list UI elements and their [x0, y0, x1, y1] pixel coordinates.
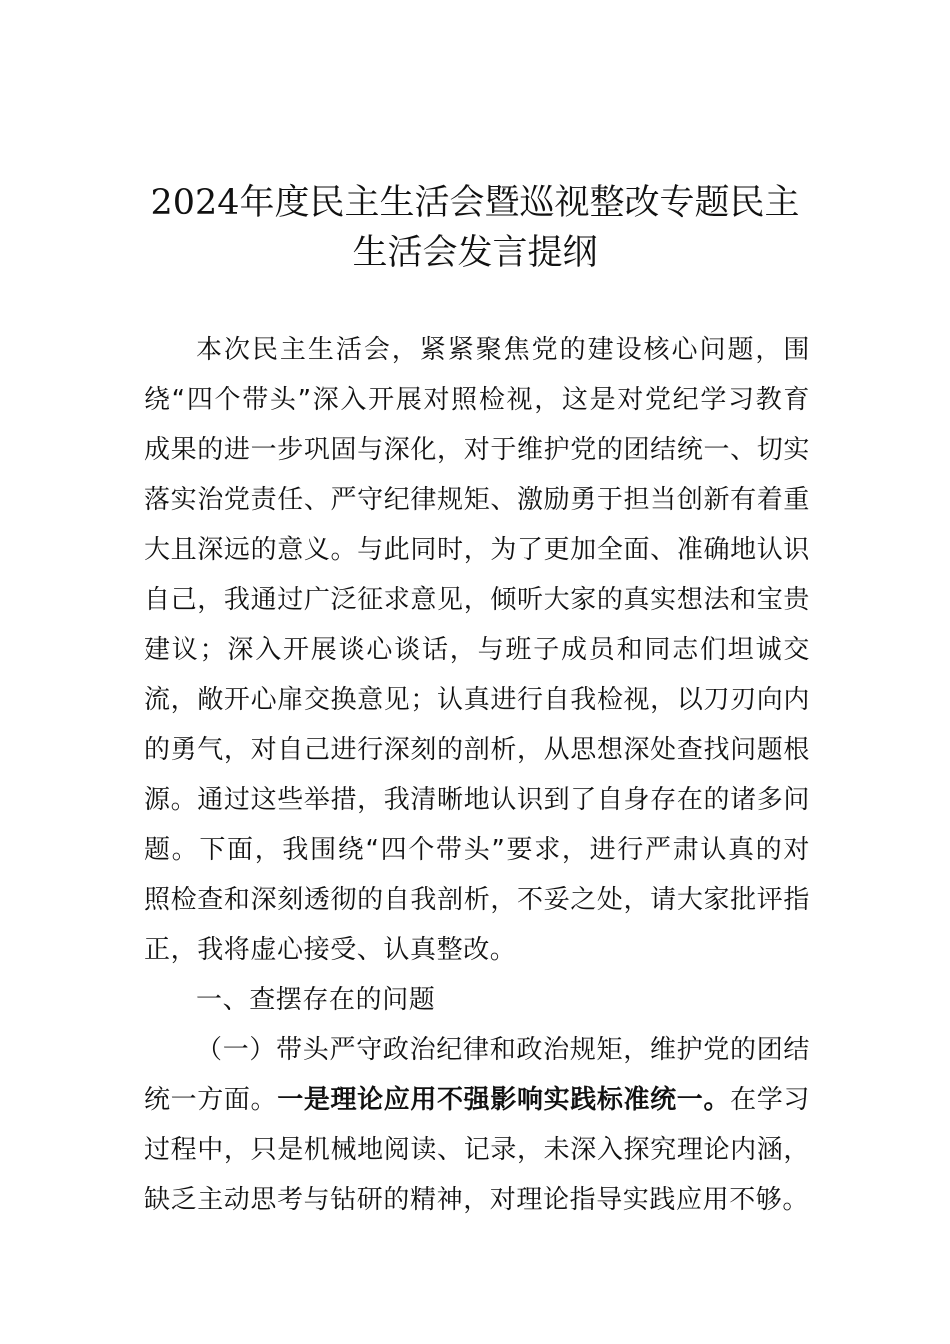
document-title-line-2: 生活会发言提纲 [352, 233, 598, 273]
section-1-rest: 在学习过程中，只是机械地阅读、记录，未深入探究理论内涵，缺乏主动思考与钻研的精神，对理论指导实践应用不够。 [144, 1085, 810, 1215]
section-1-bold-point: 一是理论应用不强影响实践标准统一。 [277, 1085, 731, 1115]
section-heading-problems: 一、查摆存在的问题 [196, 985, 436, 1015]
section-1-paragraph [144, 1025, 810, 1225]
intro-paragraph: 本次民主生活会，紧紧聚焦党的建设核心问题，围绕“四个带头”深入开展对照检视，这是对党纪学习教育成果的进一步巩固与深化，对于维护党的团结统一、切实落实治党责任、严守纪律规矩、激励勇于担当创新有着重大且深远的意义。与此同时，为了更加全面、准确地认识自己，我通过广泛征求意见，倾听大家的真实想法和宝贵建议；深入开展谈心谈话，与班子成员和同志们坦诚交流，敞开心扉交换意见；认真进行自我检视，以刀刃向内的勇气，对自己进行深刻的剖析，从思想深处查找问题根源。通过这些举措，我清晰地认识到了自身存在的诸多问题。下面，我围绕“四个带头”要求，进行严肃认真的对照检查和深刻透彻的自我剖析，不妥之处，请大家批评指正，我将虚心接受、认真整改。 [144, 335, 810, 965]
document-title-line-1: 2024年度民主生活会暨巡视整改专题民主 [150, 183, 800, 223]
section-1-lead: （一）带头严守政治纪律和政治规矩，维护党的团结统一方面。 [144, 1035, 810, 1115]
